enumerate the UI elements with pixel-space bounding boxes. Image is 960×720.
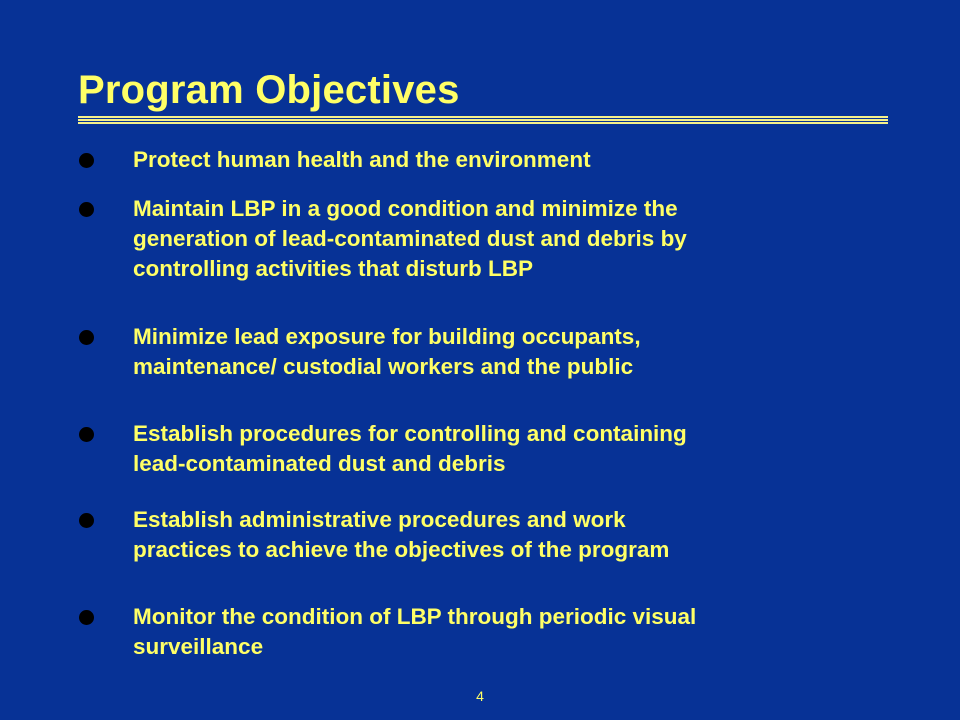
bullet-dot-icon bbox=[79, 202, 94, 217]
objective-line: Monitor the condition of LBP through periodic visual bbox=[133, 604, 697, 629]
objective-line: maintenance/ custodial workers and the public bbox=[133, 354, 634, 379]
objective-text bbox=[133, 322, 883, 382]
objective-text bbox=[133, 602, 883, 662]
objective-line: practices to achieve the objectives of the program bbox=[133, 537, 670, 562]
slide-title: Program Objectives bbox=[78, 68, 460, 112]
bullet-dot-icon bbox=[79, 610, 94, 625]
objective-line: Minimize lead exposure for building occupants, bbox=[133, 324, 641, 349]
title-underline-line bbox=[78, 116, 888, 118]
title-underline-line bbox=[78, 122, 888, 124]
objective-text bbox=[133, 505, 883, 565]
title-underline-line bbox=[78, 119, 888, 121]
objective-line: Maintain LBP in a good condition and minimize the bbox=[133, 196, 678, 221]
objective-line: generation of lead-contaminated dust and debris by bbox=[133, 226, 687, 251]
objective-text bbox=[133, 145, 883, 175]
objective-line: surveillance bbox=[133, 634, 264, 659]
objective-line: Protect human health and the environment bbox=[133, 147, 591, 172]
objective-line: controlling activities that disturb LBP bbox=[133, 256, 534, 281]
bullet-dot-icon bbox=[79, 153, 94, 168]
objective-line: lead-contaminated dust and debris bbox=[133, 451, 506, 476]
objective-line: Establish administrative procedures and work bbox=[133, 507, 626, 532]
bullet-dot-icon bbox=[79, 330, 94, 345]
bullet-dot-icon bbox=[79, 427, 94, 442]
objective-line: Establish procedures for controlling and containing bbox=[133, 421, 687, 446]
objective-text bbox=[133, 194, 883, 284]
title-underline bbox=[78, 116, 888, 124]
objective-text bbox=[133, 419, 883, 479]
page-number: 4 bbox=[476, 688, 484, 704]
bullet-dot-icon bbox=[79, 513, 94, 528]
